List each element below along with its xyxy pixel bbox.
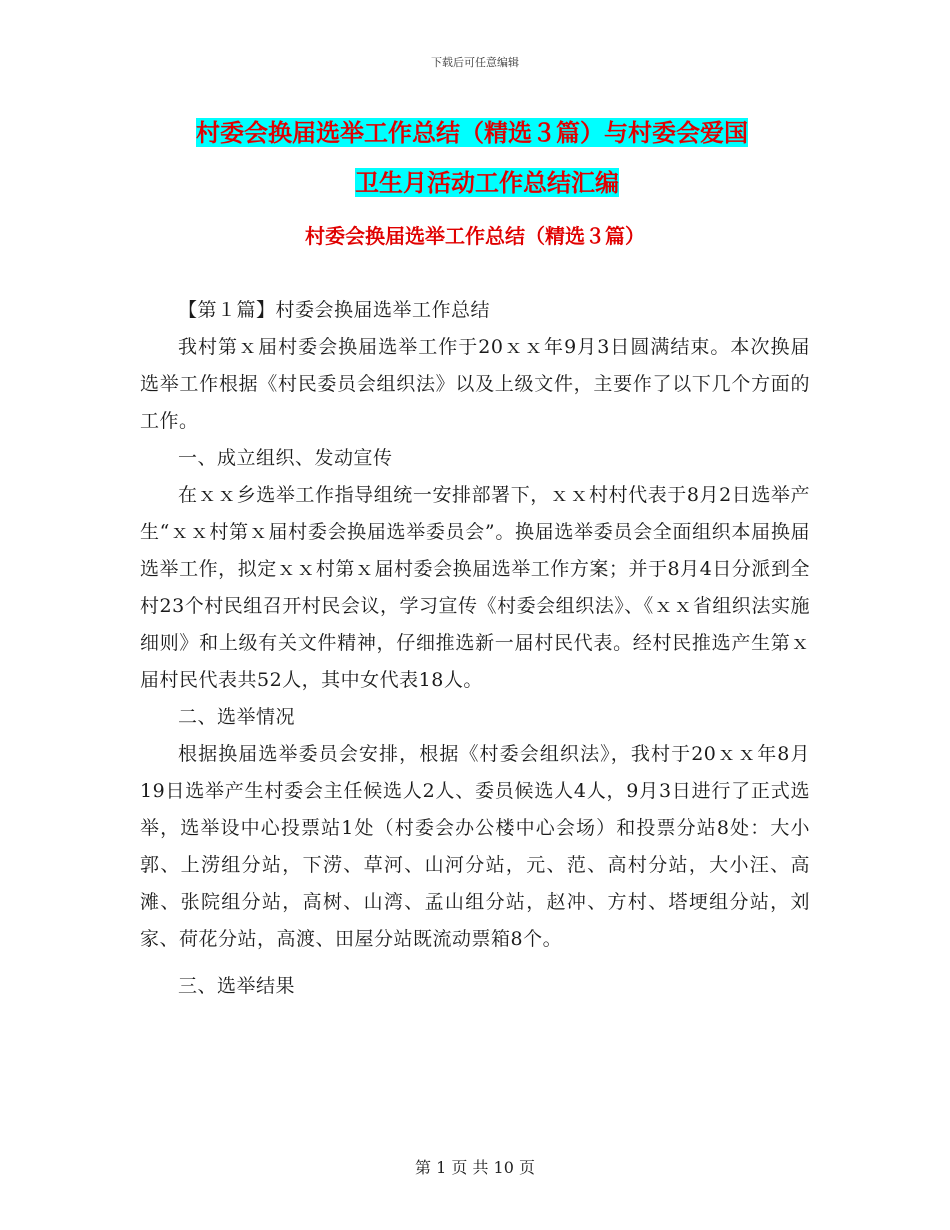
document-title-line-2: 卫生月活动工作总结汇编	[355, 168, 619, 197]
subheading: 二、选举情况	[178, 706, 296, 728]
document-title-line-1: 村委会换届选举工作总结（精选３篇）与村委会爱国	[196, 118, 748, 147]
header-note: 下载后可任意编辑	[431, 56, 519, 69]
body-paragraph: 根据换届选举委员会安排，根据《村委会组织法》，我村于20ｘｘ年8月19日选举产生村委会主任候选人2人、委员候选人4人，9月3日进行了正式选举，选举设中心投票站1处（村委会办公楼中心会场）和投票分站8处：大小郭、上涝组分站，下涝、草河、山河分站，元、范、高村分站，大小汪、高滩、张院组分站，高树、山湾、孟山组分站，赵冲、方村、塔埂组分站，刘家、荷花分站，高渡、田屋分站既流动票箱8个。	[140, 743, 810, 950]
chapter-heading: 【第１篇】村委会换届选举工作总结	[178, 299, 491, 321]
body-paragraph: 我村第ｘ届村委会换届选举工作于20ｘｘ年9月3日圆满结束。本次换届选举工作根据《村民委员会组织法》以及上级文件，主要作了以下几个方面的工作。	[140, 336, 810, 432]
section-title: 村委会换届选举工作总结（精选３篇）	[305, 224, 645, 248]
subheading: 三、选举结果	[178, 975, 296, 997]
body-paragraph: 在ｘｘ乡选举工作指导组统一安排部署下，ｘｘ村村代表于8月2日选举产生“ｘｘ村第ｘ届村委会换届选举委员会”。换届选举委员会全面组织本届换届选举工作，拟定ｘｘ村第ｘ届村委会换届选举工作方案；并于8月4日分派到全村23个村民组召开村民会议，学习宣传《村委会组织法》、《ｘｘ省组织法实施细则》和上级有关文件精神，仔细推选新一届村民代表。经村民推选产生第ｘ届村民代表共52人，其中女代表18人。	[140, 484, 810, 691]
page-footer: 第 1 页 共 10 页	[415, 1158, 535, 1177]
document-title	[150, 108, 850, 208]
body-content	[140, 292, 810, 1005]
subheading: 一、成立组织、发动宣传	[178, 447, 393, 469]
